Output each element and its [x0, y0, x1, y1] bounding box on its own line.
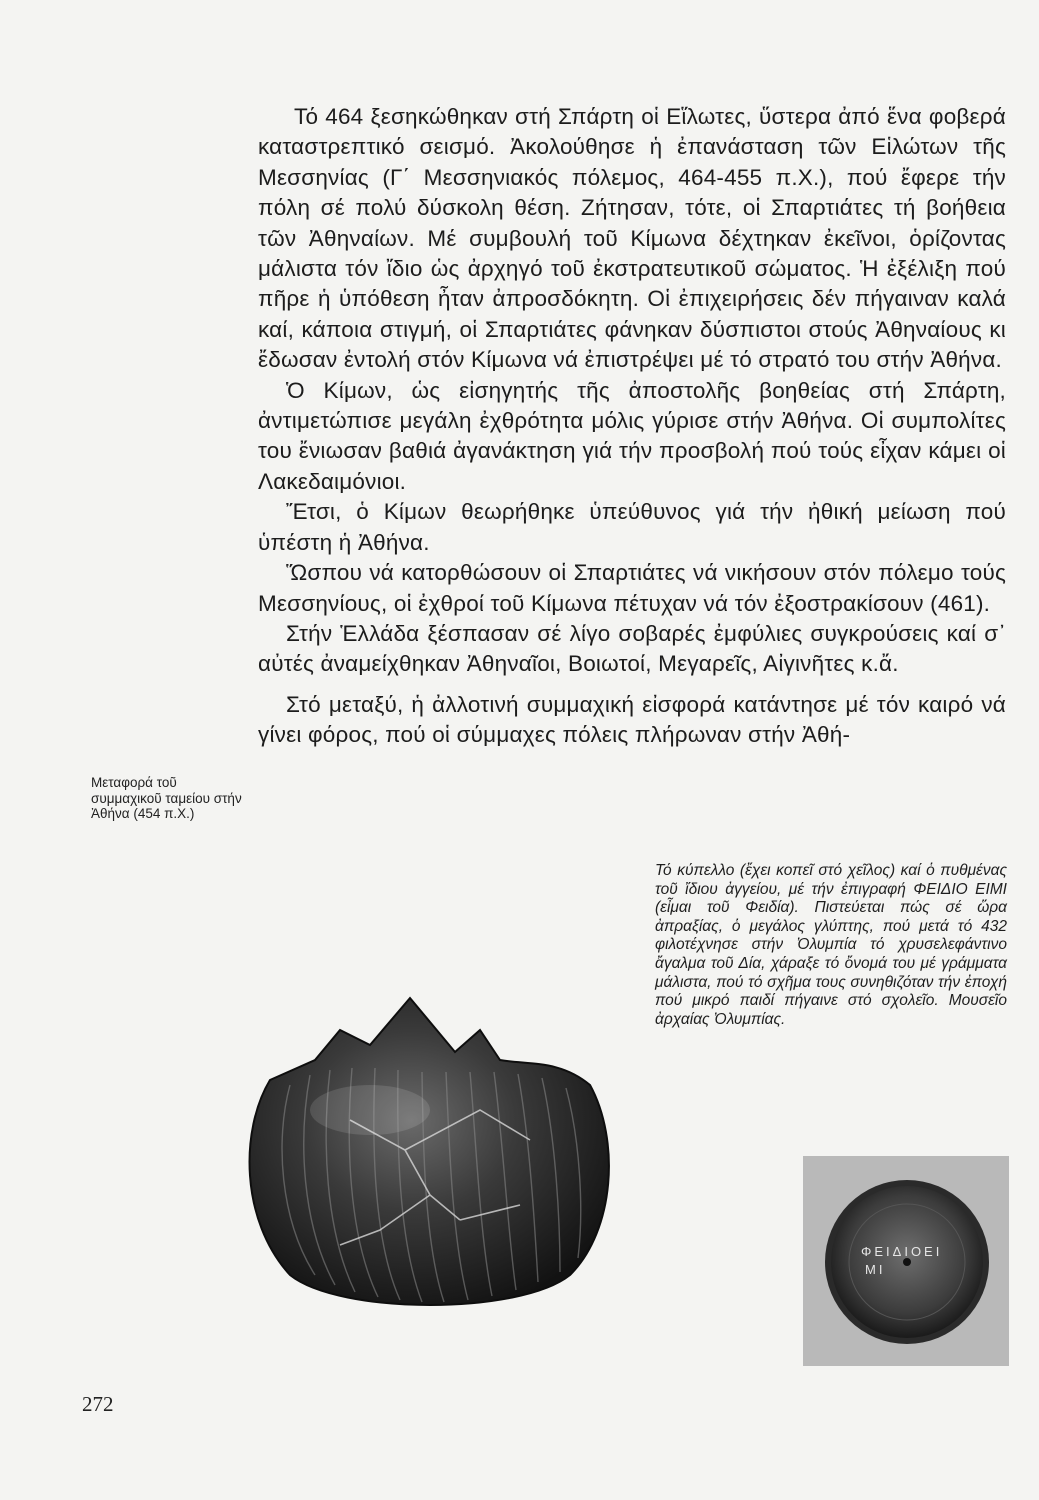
margin-note: Μεταφορά τοῦ συμμαχικοῦ ταμείου στήν Ἀθήνα (454 π.Χ.) — [91, 775, 242, 822]
main-text — [258, 102, 1006, 751]
page-number: 272 — [82, 1392, 114, 1416]
paragraph: Ὁ Κίμων, ὡς εἰσηγητής τῆς ἀποστολῆς βοηθείας στή Σπάρτη, ἀντιμετώπισε μεγάλη ἐχθρότητα μόλις γύρισε στήν Ἀθήνα. Οἱ συμπολίτες του ἔνιωσαν βαθιά ἀγανάκτηση γιά τήν προσβολή πού τούς εἶχαν κάμει οἱ Λακεδαιμόνιοι. — [258, 377, 1006, 494]
cup-photo — [230, 990, 630, 1320]
cup-illustration — [230, 990, 630, 1320]
paragraph: Στό μεταξύ, ἡ ἀλλοτινή συμμαχική εἰσφορά κατάντησε μέ τόν καιρό νά γίνει φόρος, πού οἱ σύμμαχες πόλεις πλήρωναν στήν Ἀθή- — [258, 691, 1006, 748]
inscription-line-2: ΜΙ — [865, 1262, 886, 1277]
photo-caption: Τό κύπελλο (ἔχει κοπεῖ στό χεῖλος) καί ὁ πυθμένας τοῦ ἴδιου ἀγγείου, μέ τήν ἐπιγραφή ΦΕΙΔΙΟ ΕΙΜΙ (εἶμαι τοῦ Φειδία). Πιστεύεται πώς σέ ὥρα ἀπραξίας, ὁ μεγάλος γλύπτης, πού μετά τό 432 φιλοτέχνησε στήν Ὀλυμπία τό χρυσελεφάντινο ἄγαλμα τοῦ Δία, χάραξε τό ὄνομά του μέ γράμματα μάλιστα, πού τό σχῆμα τους συνηθιζόταν τήν ἐποχή πού μικρό παιδί πήγαινε στό σχολεῖο. Μουσεῖο ἀρχαίας Ὀλυμπίας. — [655, 862, 1007, 1028]
paragraph: Ὥσπου νά κατορθώσουν οἱ Σπαρτιάτες νά νικήσουν στόν πόλεμο τούς Μεσσηνίους, οἱ ἐχθροί τοῦ Κίμωνα πέτυχαν νά τόν ἐξοστρακίσουν (461). — [258, 560, 1006, 616]
paragraph: Τό 464 ξεσηκώθηκαν στή Σπάρτη οἱ Εἵλωτες, ὕστερα ἀπό ἕνα φοβερά καταστρεπτικό σεισμό. Ἀκολούθησε ἡ ἐπανάσταση τῶν Εἱλώτων τῆς Μεσσηνίας (Γ΄ Μεσσηνιακός πόλεμος, 464-455 π.Χ.), πού ἔφερε τήν πόλη σέ πολύ δύσκολη θέση. Ζήτησαν, τότε, οἱ Σπαρτιάτες τή βοήθεια τῶν Ἀθηναίων. Μέ συμβουλή τοῦ Κίμωνα δέχτηκαν ἐκεῖνοι, ὁρίζοντας μάλιστα τόν ἴδιο ὡς ἀρχηγό τοῦ ἐκστρατευτικοῦ σώματος. Ἡ ἐξέλιξη πού πῆρε ἡ ὑπόθεση ἦταν ἀπροσδόκητη. Οἱ ἐπιχειρήσεις δέν πήγαιναν καλά καί, κάποια στιγμή, οἱ Σπαρτιάτες φάνηκαν δύσπιστοι στούς Ἀθηναίους κι ἔδωσαν ἐντολή στόν Κίμωνα νά ἐπιστρέψει μέ τό στρατό του στήν Ἀθήνα. — [258, 104, 1006, 373]
base-illustration — [803, 1156, 1009, 1366]
inscription-line-1: ΦΕΙΔΙΟΕΙ — [861, 1244, 943, 1259]
paragraph: Στήν Ἑλλάδα ξέσπασαν σέ λίγο σοβαρές ἐμφύλιες συγκρούσεις καί σ᾽ αὐτές ἀναμείχθηκαν Ἀθηναῖοι, Βοιωτοί, Μεγαρεῖς, Αἰγινῆτες κ.ἄ. — [258, 620, 1006, 677]
base-photo — [803, 1156, 1009, 1366]
paragraph: Ἔτσι, ὁ Κίμων θεωρήθηκε ὑπεύθυνος γιά τήν ἠθική μείωση πού ὑπέστη ἡ Ἀθήνα. — [258, 499, 1006, 555]
